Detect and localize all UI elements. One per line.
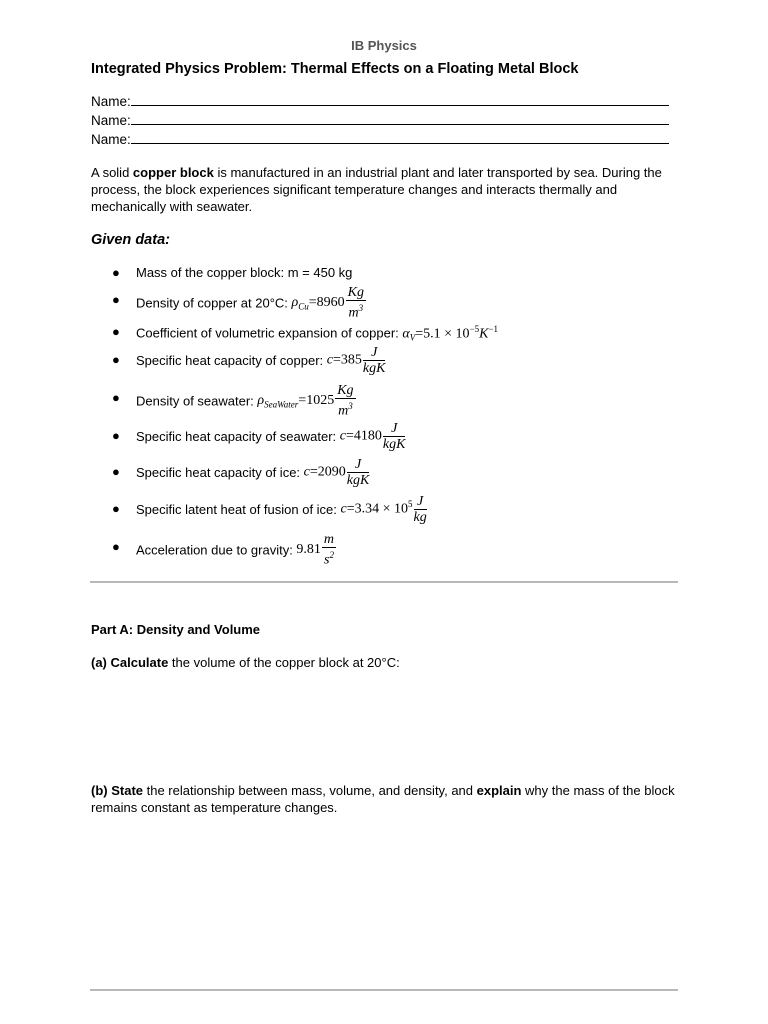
name-label: Name: (91, 113, 131, 128)
section-divider (90, 581, 678, 583)
intro-paragraph: A solid copper block is manufactured in an industrial plant and later transported by sea. During the process, the block experiences significant temperature changes and interacts thermally and mechanically with seawater. (91, 165, 662, 214)
bullet-icon: ● (112, 352, 120, 367)
name-blank-line[interactable] (131, 131, 669, 144)
bullet-icon: ● (112, 390, 120, 405)
name-field-3[interactable] (91, 131, 669, 148)
name-field-2[interactable] (91, 112, 669, 129)
question-a: (a) Calculate the volume of the copper block at 20°C: (91, 655, 400, 670)
bullet-icon: ● (112, 428, 120, 443)
course-header: IB Physics (351, 38, 417, 53)
bullet-icon: ● (112, 292, 120, 307)
bullet-icon: ● (112, 464, 120, 479)
intro-bold-term: copper block (132, 165, 214, 180)
bullet-icon: ● (112, 539, 120, 554)
name-label: Name: (91, 132, 131, 147)
given-data-heading: Given data: (91, 232, 170, 248)
bullet-icon: ● (112, 324, 120, 339)
worksheet-title: Integrated Physics Problem: Thermal Effects on a Floating Metal Block (91, 61, 579, 77)
name-label: Name: (91, 94, 131, 109)
question-b: (b) State the relationship between mass, volume, and density, and explain why the mass of the block remains constant as temperature changes. (91, 783, 675, 815)
name-blank-line[interactable] (131, 93, 669, 106)
name-blank-line[interactable] (131, 112, 669, 125)
name-field-1[interactable] (91, 93, 669, 110)
section-divider (90, 989, 678, 991)
bullet-icon: ● (112, 501, 120, 516)
bullet-icon: ● (112, 265, 120, 280)
part-a-heading: Part A: Density and Volume (91, 622, 261, 637)
